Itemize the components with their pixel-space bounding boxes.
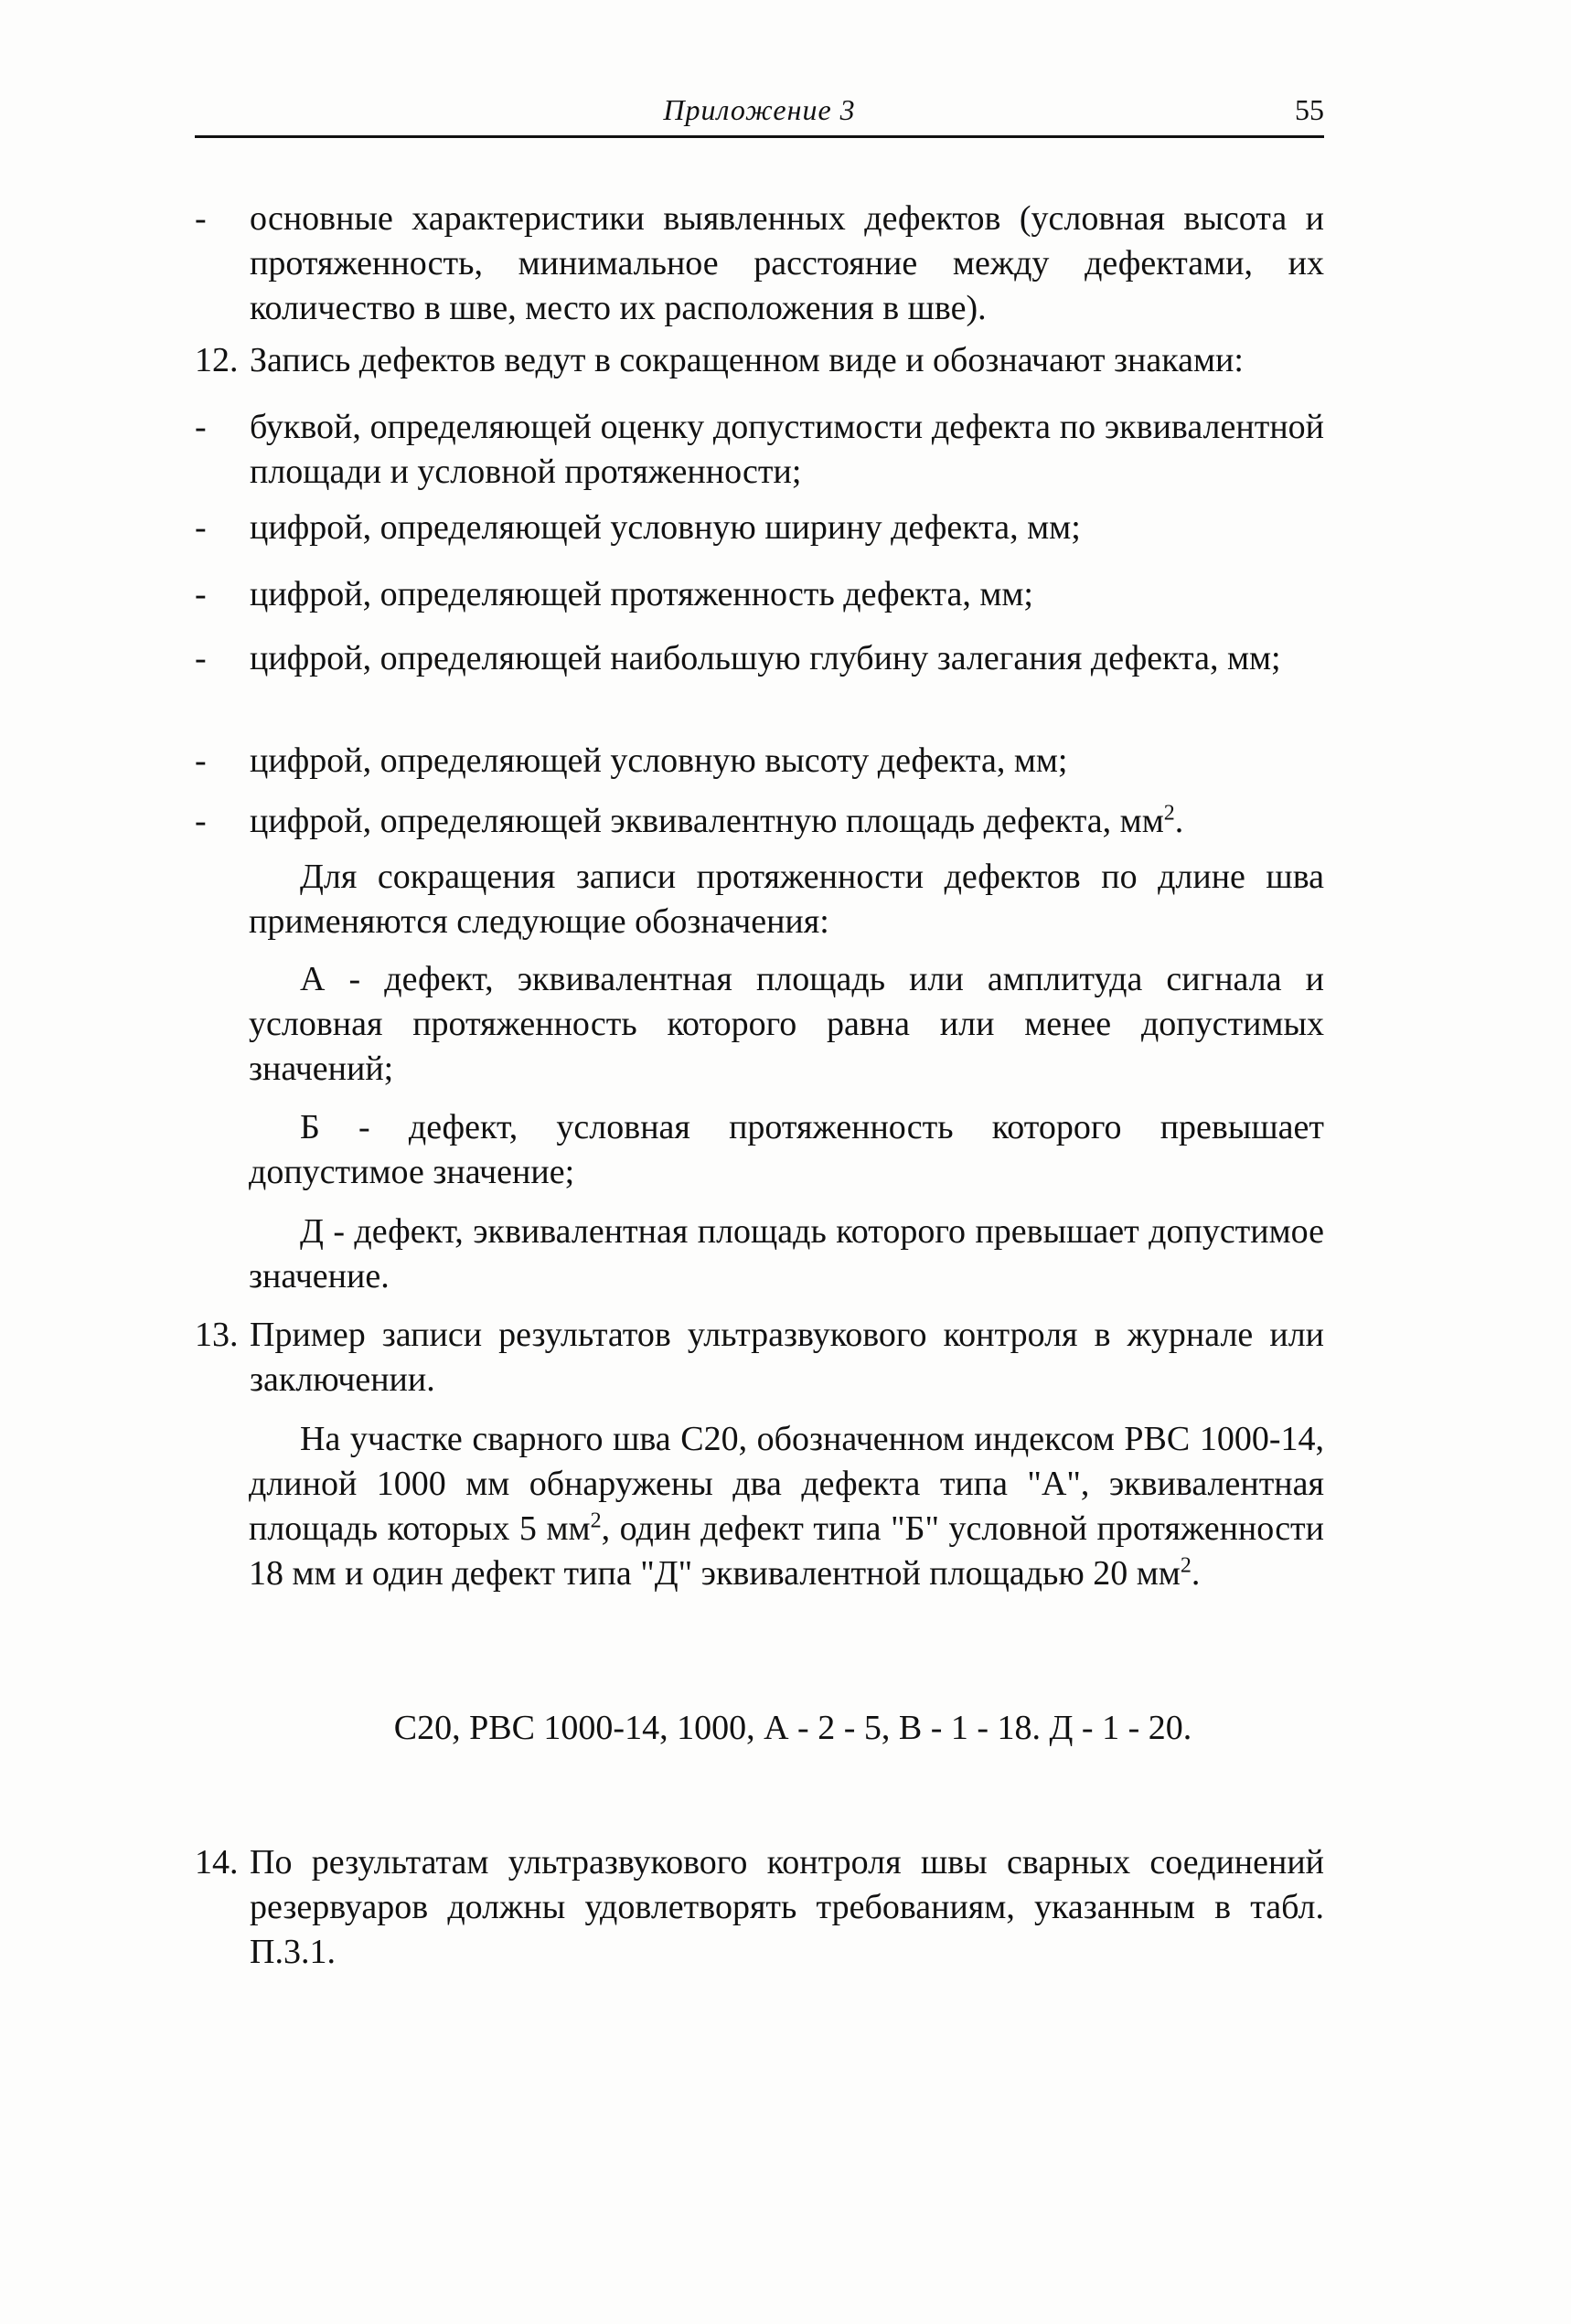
list-item-height <box>195 739 1324 784</box>
list-item-text: буквой, определяющей оценку допустимости дефекта по эквивалентной площади и условной протяженности; <box>250 408 1324 491</box>
list-item-defect-characteristics <box>195 197 1324 331</box>
list-item-text-main: цифрой, определяющей эквивалентную площадь дефекта, мм <box>250 802 1164 840</box>
list-item-text <box>250 799 1324 844</box>
header-title: Приложение 3 <box>663 93 856 126</box>
list-item-text: цифрой, определяющей условную ширину дефекта, мм; <box>250 508 1081 547</box>
running-header <box>195 90 1324 137</box>
item-text: Пример записи результатов ультразвукового контроля в журнале или заключении. <box>250 1316 1324 1399</box>
item-text: Запись дефектов ведут в сокращенном виде и обозначают знаками: <box>250 341 1244 379</box>
numbered-item-13 <box>195 1313 1324 1402</box>
superscript: 2 <box>1163 801 1175 826</box>
list-item-length <box>195 572 1324 617</box>
example-text-part1: На участке сварного шва С20, обозначенном индексом РВС 1000-14, длиной 1000 мм обнаружены два дефекта типа "А", эквивалентная площадь которых 5 мм <box>249 1420 1324 1548</box>
paragraph-text: Для сокращения записи протяженности дефектов по длине шва применяются следующие обозначения: <box>249 858 1324 941</box>
list-item-width <box>195 506 1324 550</box>
list-item-depth <box>195 636 1324 681</box>
paragraph-designations-intro <box>249 855 1324 944</box>
list-item-text: цифрой, определяющей протяженность дефекта, мм; <box>250 575 1033 613</box>
list-dash: - <box>195 741 207 780</box>
item-number: 13. <box>195 1316 239 1354</box>
paragraph-designation-b <box>249 1105 1324 1195</box>
list-item-letter <box>195 405 1324 495</box>
item-number: 14. <box>195 1843 239 1882</box>
item-number: 12. <box>195 341 239 379</box>
numbered-item-12 <box>195 338 1324 383</box>
list-dash: - <box>195 408 207 446</box>
paragraph-designation-d <box>249 1210 1324 1299</box>
list-dash: - <box>195 802 207 840</box>
superscript: 2 <box>590 1508 602 1533</box>
list-dash: - <box>195 575 207 613</box>
paragraph-text: А - дефект, эквивалентная площадь или амплитуда сигнала и условная протяженность которого равна или менее допустимых значений; <box>249 960 1324 1088</box>
paragraph-example <box>249 1417 1324 1596</box>
list-item-text: цифрой, определяющей наибольшую глубину залегания дефекта, мм; <box>250 639 1281 677</box>
paragraph-text: Д - дефект, эквивалентная площадь которого превышает допустимое значение. <box>249 1212 1324 1295</box>
item-text: По результатам ультразвукового контроля швы сварных соединений резервуаров должны удовлетворять требованиям, указанным в табл. П.3.1. <box>250 1843 1324 1971</box>
list-dash: - <box>195 639 207 677</box>
list-item-area <box>195 799 1324 844</box>
example-record-formula: С20, РВС 1000-14, 1000, А - 2 - 5, В - 1 - 18. Д - 1 - 20. <box>393 1709 1192 1747</box>
example-text-part3: . <box>1191 1554 1201 1593</box>
header-rule <box>195 135 1324 138</box>
list-dash: - <box>195 199 207 238</box>
paragraph-designation-a <box>249 957 1324 1092</box>
page-number: 55 <box>1295 93 1324 126</box>
numbered-item-14 <box>195 1840 1324 1975</box>
paragraph-text: Б - дефект, условная протяженность которого превышает допустимое значение; <box>249 1108 1324 1191</box>
list-item-text-tail: . <box>1174 802 1184 840</box>
list-item-text: цифрой, определяющей условную высоту дефекта, мм; <box>250 741 1068 780</box>
list-dash: - <box>195 508 207 547</box>
example-text-part2: , один дефект типа "Б" условной протяженности 18 мм и один дефект типа "Д" эквивалентной площадью 20 мм <box>249 1509 1324 1593</box>
superscript: 2 <box>1180 1553 1192 1578</box>
list-item-text: основные характеристики выявленных дефектов (условная высота и протяженность, минимальное расстояние между дефектами, их количество в шве, место их расположения в шве). <box>250 199 1324 327</box>
